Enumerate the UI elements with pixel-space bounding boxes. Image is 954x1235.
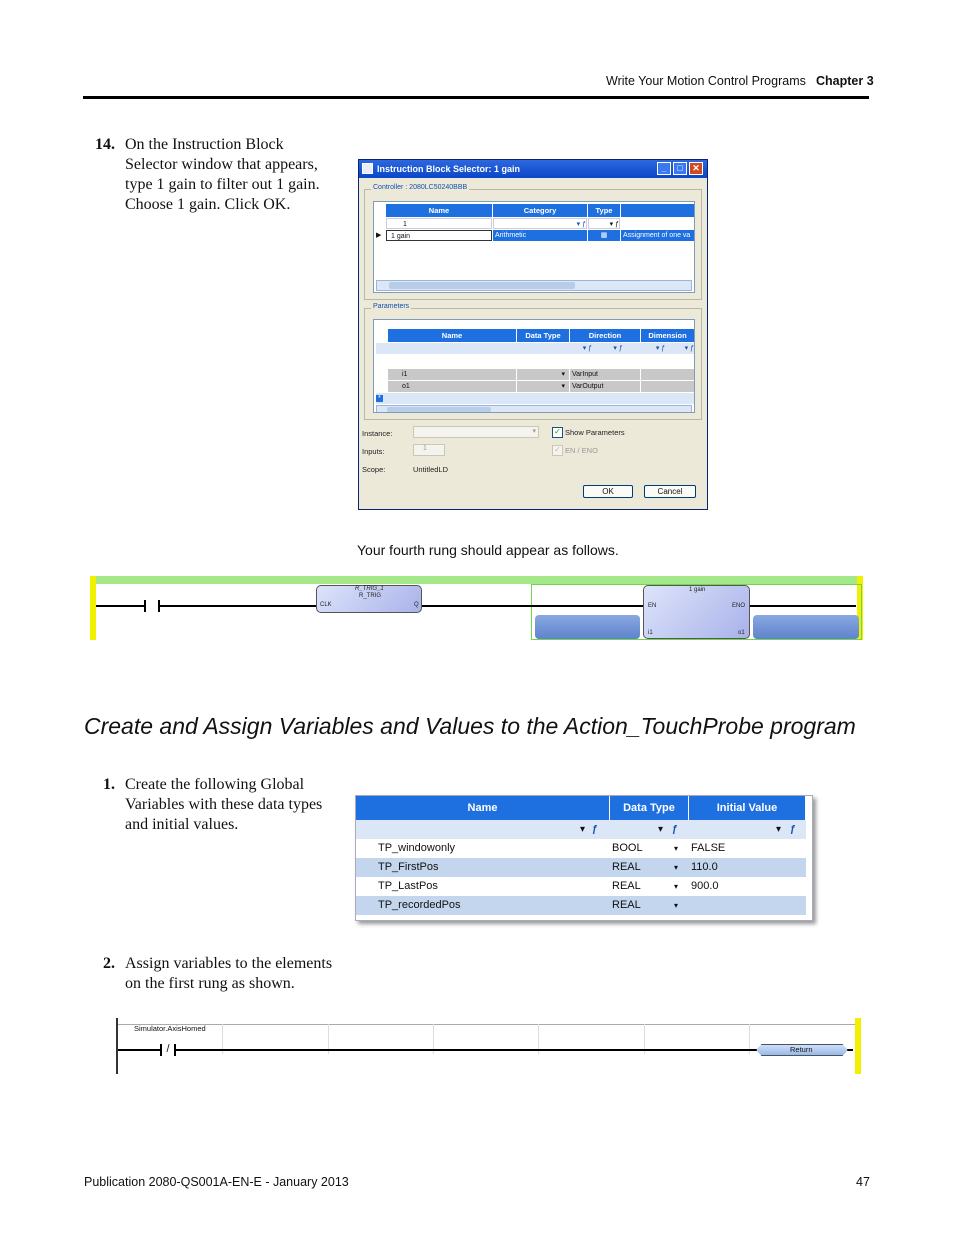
param-scrollbar[interactable] [376, 405, 692, 413]
header-rule [83, 96, 869, 99]
row-pointer-icon: ▶ [376, 230, 385, 241]
o1-pin: o1 [738, 630, 745, 636]
return-label: Return [790, 1045, 813, 1054]
q-pin: Q [414, 602, 419, 608]
left-power-rail [90, 576, 96, 640]
asterisk-icon: * [378, 395, 381, 402]
parameters-grid [373, 319, 695, 413]
step-1-line: Variables with these data types [125, 796, 323, 813]
var-type[interactable]: BOOL [612, 842, 643, 854]
col-extra [621, 204, 694, 217]
global-variables-table [355, 795, 813, 921]
param-row-direction[interactable]: VarInput [570, 369, 640, 380]
list-scrollbar[interactable] [376, 280, 692, 291]
i1-pin: i1 [648, 630, 653, 636]
col-category[interactable]: Category [493, 204, 587, 217]
param-col-direction[interactable]: Direction [570, 329, 640, 342]
gain-title: 1 gain [689, 587, 706, 593]
scroll-thumb[interactable] [387, 407, 491, 412]
r-trig-instance: R_TRIG_1 [355, 586, 384, 592]
col-var-initial[interactable]: Initial Value [689, 796, 806, 820]
step-14-text [125, 135, 320, 215]
chevron-down-icon[interactable]: ▾ [658, 824, 664, 835]
type-filter[interactable]: ▾ ƒ [588, 218, 620, 229]
rung-wire [118, 1049, 853, 1051]
inputs-spinner[interactable]: 1 [413, 444, 445, 456]
running-header-chapter: Chapter 3 [816, 74, 874, 88]
filter-icon[interactable]: ƒ [672, 824, 678, 835]
running-header-section: Write Your Motion Control Programs [606, 74, 806, 88]
col-name[interactable]: Name [386, 204, 492, 217]
en-eno-label: EN / ENO [565, 446, 598, 455]
parameters-group [364, 303, 702, 420]
var-initial[interactable]: FALSE [691, 842, 726, 854]
inputs-label: Inputs: [362, 447, 385, 456]
param-row-datatype[interactable]: ▾ [517, 369, 569, 380]
step-1-line: Create the following Global [125, 776, 305, 793]
step-14-line: Choose 1 gain. Click OK. [125, 196, 291, 213]
dialog-title-bar [359, 160, 707, 178]
filter-icon[interactable]: ƒ [790, 824, 796, 835]
param-row-direction[interactable]: VarOutput [570, 381, 640, 392]
param-new-row[interactable] [376, 393, 694, 404]
eno-pin: ENO [732, 603, 746, 609]
param-row-name[interactable]: i1 [388, 369, 516, 380]
en-pin: EN [648, 603, 657, 609]
param-row-dimension[interactable] [641, 381, 694, 392]
step-2-line: on the first rung as shown. [125, 975, 295, 992]
dialog-title: Instruction Block Selector: 1 gain [377, 164, 521, 174]
chevron-down-icon[interactable]: ▾ [580, 824, 586, 835]
row-type[interactable]: Assignment of one va [621, 230, 694, 241]
step-1-text [125, 775, 322, 835]
param-col-name[interactable]: Name [388, 329, 516, 342]
instance-dropdown[interactable]: ▾ [413, 426, 539, 438]
instruction-block-selector-dialog [358, 159, 708, 510]
var-name[interactable]: TP_LastPos [378, 880, 438, 892]
step-1-line: and initial values. [125, 816, 239, 833]
step-14-line: type 1 gain to filter out 1 gain. [125, 176, 320, 193]
var-initial[interactable] [689, 896, 806, 915]
input-variable-slot[interactable] [535, 615, 640, 639]
parameters-label: Parameters [373, 303, 410, 310]
row-selector[interactable] [356, 896, 376, 915]
clk-pin: CLK [320, 602, 332, 608]
chevron-down-icon[interactable]: ▾ [674, 882, 679, 891]
row-name[interactable]: 1 gain [386, 230, 492, 241]
var-name[interactable]: TP_recordedPos [376, 896, 610, 915]
step-2-number: 2. [103, 955, 115, 972]
right-power-rail [855, 1018, 861, 1074]
chevron-down-icon[interactable]: ▾ [674, 901, 679, 910]
contact-icon[interactable] [144, 600, 160, 612]
chevron-down-icon[interactable]: ▾ [776, 824, 782, 835]
param-col-dimension[interactable]: Dimension [641, 329, 694, 342]
scroll-thumb[interactable] [389, 282, 575, 289]
var-type[interactable]: REAL [610, 896, 689, 915]
normally-closed-contact-icon[interactable]: / [160, 1044, 176, 1056]
step-2-text [125, 954, 332, 994]
row-type-icon[interactable]: ▦ [588, 230, 620, 241]
rung-header-bar [90, 576, 863, 584]
block-list-grid [373, 201, 695, 293]
section-heading: Create and Assign Variables and Values to the Action_TouchProbe program [84, 713, 856, 739]
chevron-down-icon[interactable]: ▾ [674, 863, 679, 872]
close-icon[interactable]: ✕ [689, 162, 703, 175]
minimize-icon[interactable]: _ [657, 162, 671, 175]
first-rung-diagram [116, 1018, 861, 1074]
param-row-datatype[interactable]: ▾ [517, 381, 569, 392]
name-filter-input[interactable]: 1 [386, 218, 492, 229]
controller-group [364, 184, 702, 300]
var-name[interactable]: TP_FirstPos [376, 858, 610, 877]
r-trig-type: R_TRIG [359, 593, 382, 599]
show-parameters-checkbox[interactable]: ✓ [552, 427, 563, 438]
step-14-number: 14. [95, 136, 115, 153]
var-name[interactable]: TP_windowonly [378, 842, 456, 854]
filter-icon[interactable]: ƒ [592, 824, 598, 835]
category-filter[interactable]: ▾ ƒ [493, 218, 587, 229]
ok-button[interactable]: OK [583, 485, 633, 498]
param-filter-row[interactable]: ▾ ƒ ▾ ƒ ▾ ƒ ▾ ƒ [376, 343, 694, 354]
maximize-icon[interactable]: □ [673, 162, 687, 175]
instance-label: Instance: [362, 429, 393, 438]
col-type[interactable]: Type [588, 204, 620, 217]
en-eno-checkbox[interactable]: ✓ [552, 445, 563, 456]
row-selector[interactable] [356, 858, 376, 877]
chevron-down-icon[interactable]: ▾ [674, 844, 679, 853]
scope-label: Scope: [362, 465, 386, 474]
footer-publication: Publication 2080-QS001A-EN-E - January 2013 [84, 1175, 349, 1189]
var-initial[interactable]: 110.0 [689, 858, 806, 877]
var-type[interactable]: REAL [610, 858, 689, 877]
app-icon [362, 163, 373, 174]
param-spacer-row [388, 356, 694, 367]
step-2-line: Assign variables to the elements [125, 955, 333, 972]
one-gain-block[interactable] [643, 585, 750, 639]
rung-caption: Your fourth rung should appear as follows. [357, 542, 619, 558]
var-initial[interactable]: 900.0 [691, 880, 719, 892]
col-var-datatype[interactable]: Data Type [610, 796, 689, 820]
show-parameters-label: Show Parameters [565, 428, 625, 437]
param-row-name[interactable]: o1 [388, 381, 516, 392]
var-type[interactable]: REAL [612, 880, 641, 892]
filter-row[interactable] [356, 820, 806, 839]
param-row-dimension[interactable] [641, 369, 694, 380]
step-14-line: On the Instruction Block [125, 136, 284, 153]
param-col-datatype[interactable]: Data Type [517, 329, 569, 342]
page-number: 47 [856, 1175, 870, 1189]
left-power-rail [116, 1018, 118, 1074]
output-variable-slot[interactable] [753, 615, 859, 639]
scope-value: UntitledLD [413, 465, 449, 474]
fourth-rung-diagram [90, 576, 863, 640]
col-var-name[interactable]: Name [356, 796, 610, 820]
cancel-button[interactable]: Cancel [644, 485, 696, 498]
step-14-line: Selector window that appears, [125, 156, 318, 173]
contact-variable-label: Simulator.AxisHomed [134, 1024, 206, 1033]
step-1-number: 1. [103, 776, 115, 793]
controller-label: Controller : 2080LC50240BBB [373, 184, 468, 191]
r-trig-block[interactable] [316, 585, 422, 613]
row-category[interactable]: Arithmetic [493, 230, 587, 241]
